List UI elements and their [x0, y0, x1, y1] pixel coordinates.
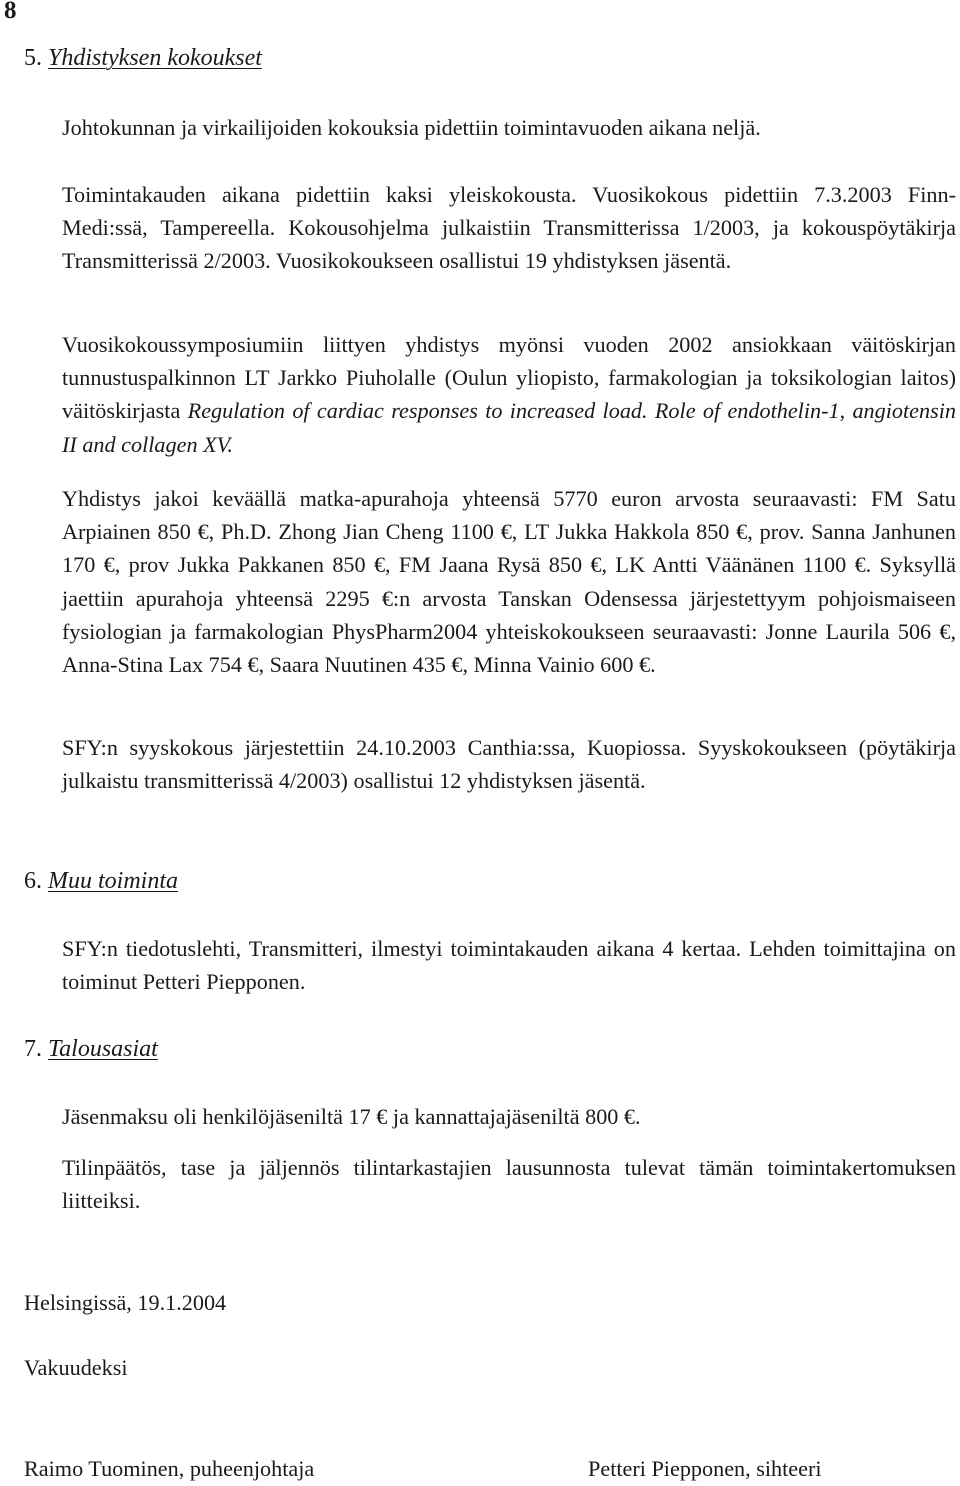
attestation: Vakuudeksi: [24, 1355, 128, 1380]
page-number: 8: [4, 0, 17, 24]
thesis-title: Regulation of cardiac responses to increased load. Role of endothelin-1, angiotensin II and collagen XV.: [62, 398, 956, 457]
section-5-paragraph-3: [62, 328, 956, 461]
section-7-paragraph-1: Jäsenmaksu oli henkilöjäseniltä 17 € ja kannattajajäseniltä 800 €.: [62, 1104, 641, 1129]
section-5-number: 5.: [24, 45, 42, 71]
section-5-heading: [24, 43, 262, 73]
section-6-heading: [24, 866, 178, 896]
place-and-date: Helsingissä, 19.1.2004: [24, 1290, 227, 1315]
section-6-title: Muu toiminta: [48, 868, 178, 894]
signer-secretary: Petteri Piepponen, sihteeri: [588, 1456, 822, 1481]
section-5-paragraph-5: SFY:n syyskokous järjestettiin 24.10.2003 Canthia:ssa, Kuopiossa. Syyskokoukseen (pöytäkirja julkaistu transmitterissä 4/2003) osallistui 12 yhdistyksen jäsentä.: [62, 735, 956, 794]
section-7-heading: [24, 1034, 158, 1064]
symposium-award-text: Vuosikokoussymposiumiin liittyen yhdistys myönsi vuoden 2002 ansiokkaan väitöskirjan tunnustuspalkinnon LT Jarkko Piuholalle (Oulun yliopisto, farmakologian ja toksikologian laitos) väitöskirjasta: [62, 332, 956, 424]
signer-chairman: Raimo Tuominen, puheenjohtaja: [24, 1456, 315, 1481]
section-5-title: Yhdistyksen kokoukset: [48, 45, 262, 71]
section-6-paragraph-1: SFY:n tiedotuslehti, Transmitteri, ilmestyi toimintakauden aikana 4 kertaa. Lehden toimittajina on toiminut Petteri Piepponen.: [62, 936, 956, 995]
section-7-number: 7.: [24, 1036, 42, 1062]
section-7-paragraph-2: Tilinpäätös, tase ja jäljennös tilintarkastajien lausunnosta tulevat tämän toimintakertomuksen liitteiksi.: [62, 1155, 956, 1214]
section-5-paragraph-4: Yhdistys jakoi keväällä matka-apurahoja yhteensä 5770 euron arvosta seuraavasti: FM Satu Arpiainen 850 €, Ph.D. Zhong Jian Cheng 1100 €, LT Jukka Hakkola 850 €, prov. Sanna Janhunen 170 €, prov Jukka Pakkanen 850 €, FM Jaana Rysä 850 €, LK Antti Väänänen 1100 €. Syksyllä jaettiin apurahoja yhteensä 2295 €:n arvosta Tanskan Odensessa järjestettyym pohjoismaiseen fysiologian ja farmakologian PhysPharm2004 yhteiskokoukseen seuraavasti: Jonne Laurila 506 €, Anna-Stina Lax 754 €, Saara Nuutinen 435 €, Minna Vainio 600 €.: [62, 486, 956, 678]
section-7-title: Talousasiat: [48, 1036, 158, 1062]
section-5-paragraph-1: Johtokunnan ja virkailijoiden kokouksia pidettiin toimintavuoden aikana neljä.: [62, 115, 761, 140]
section-5-paragraph-2: Toimintakauden aikana pidettiin kaksi yleiskokousta. Vuosikokous pidettiin 7.3.2003 Finn-Medi:ssä, Tampereella. Kokousohjelma julkaistiin Transmitterissa 1/2003, ja kokouspöytäkirja Transmitterissä 2/2003. Vuosikokoukseen osallistui 19 yhdistyksen jäsentä.: [62, 182, 956, 274]
section-6-number: 6.: [24, 868, 42, 894]
